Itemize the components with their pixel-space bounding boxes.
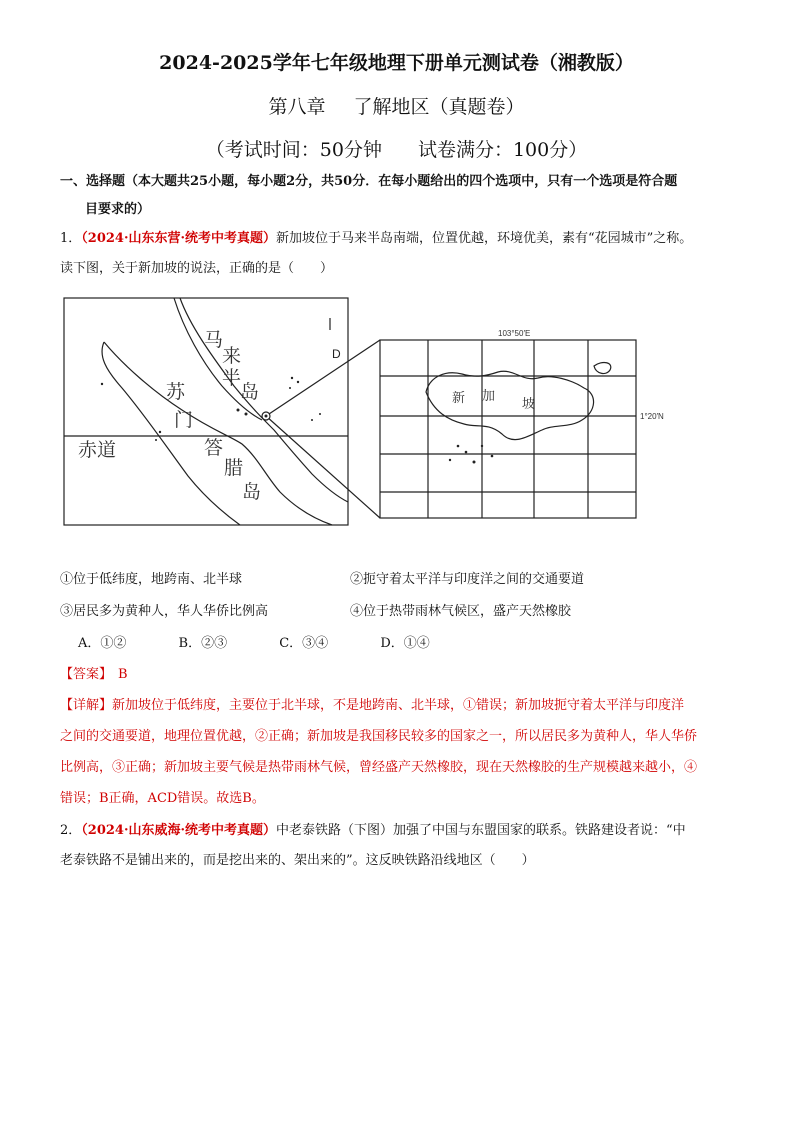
zoom-line-top [266,340,380,416]
sumatra-coast-north [104,342,332,525]
exam-title: 2024-2025学年七年级地理下册单元测试卷（湘教版） [159,52,634,74]
q1-text-line2: 读下图，关于新加坡的说法，正确的是（ ） [60,261,334,276]
choice-a[interactable]: A．①② [78,636,127,651]
longitude-label: 103°50′E [498,329,531,338]
q2-source: （2024·山东威海·统考中考真题） [81,823,277,838]
singapore-map [62,296,664,528]
section-heading-line2: 目要求的） [85,202,151,217]
answer-value: B [118,667,128,682]
malay-label-4: 岛 [240,381,260,403]
latitude-label: 1°20′N [640,412,664,421]
chapter-title: 了解地区（真题卷） [353,96,525,118]
q2-text-line1: 中老泰铁路（下图）加强了中国与东盟国家的联系。铁路建设者说：“中 [276,823,686,838]
map-letter-d: D [332,347,341,361]
sg-label-1: 新 [452,391,466,406]
section-heading-line1: 一、选择题（本大题共25小题，每小题2分，共50分．在每小题给出的四个选项中，只有一个选项是符合题 [60,174,678,189]
answer-label: 【答案】 [60,667,113,682]
exam-time: （考试时间：50分钟 [205,139,382,161]
sumatra-label-2: 门 [174,409,194,431]
malay-label-3: 半 [222,367,242,389]
choice-c[interactable]: C．③④ [279,636,329,651]
q1-detail [60,690,740,814]
malay-label-2: 来 [222,345,242,367]
q2-number: 2． [60,823,82,838]
q1-answer [60,660,740,690]
detail-line1: 新加坡位于低纬度，主要位于北半球，不是地跨南、北半球，①错误；新加坡扼守着太平洋与印度洋 [112,698,685,713]
q1-text-line1: 新加坡位于马来半岛南端，位置优越，环境优美，素有“花园城市”之称。 [276,231,693,246]
detail-line3: 比例高，③正确；新加坡主要气候是热带雨林气候，曾经盛产天然橡胶，现在天然橡胶的生产规模越来越小，④ [60,760,698,775]
section-heading [60,168,750,224]
malay-label-1: 马 [204,329,224,351]
sumatra-label-1: 苏 [166,381,186,403]
exam-score: 试卷满分：100分） [417,139,588,161]
zoom-line-bottom [266,416,380,518]
choice-d[interactable]: D．①④ [380,636,430,651]
q1-option-4: ④位于热带雨林气候区，盛产天然橡胶 [350,604,572,619]
detail-line4: 错误；B正确，ACD错误。故选B。 [60,791,265,806]
choice-b[interactable]: B．②③ [178,636,228,651]
equator-label: 赤道 [78,439,117,461]
detail-line2: 之间的交通要道，地理位置优越，②正确；新加坡是我国移民较多的国家之一，所以居民多为黄种人，华人华侨 [60,729,698,744]
q1-option-3: ③居民多为黄种人，华人华侨比例高 [60,604,269,619]
sumatra-coast-south [102,342,240,525]
sumatra-label-4: 腊 [224,457,244,479]
chapter-heading [0,92,793,119]
q1-stem [60,224,740,284]
q1-number: 1． [60,231,82,246]
sg-label-2: 加 [482,389,496,404]
q2-text-line2: 老泰铁路不是铺出来的，而是挖出来的、架出来的”。这反映铁路沿线地区（ ） [60,853,535,868]
q1-choices [78,632,478,651]
ubin-island [594,363,611,374]
exam-info [0,135,793,162]
chapter-number: 第八章 [268,96,326,118]
sg-label-3: 坡 [522,397,536,412]
q1-source: （2024·山东东营·统考中考真题） [81,231,277,246]
sumatra-label-5: 岛 [242,481,262,503]
q1-option-2: ②扼守着太平洋与印度洋之间的交通要道 [350,572,585,587]
sumatra-label-3: 答 [204,437,224,459]
right-map-frame [380,340,636,518]
q2-stem [60,816,740,876]
detail-label: 【详解】 [60,698,113,713]
q1-option-1: ①位于低纬度，地跨南、北半球 [60,572,243,587]
